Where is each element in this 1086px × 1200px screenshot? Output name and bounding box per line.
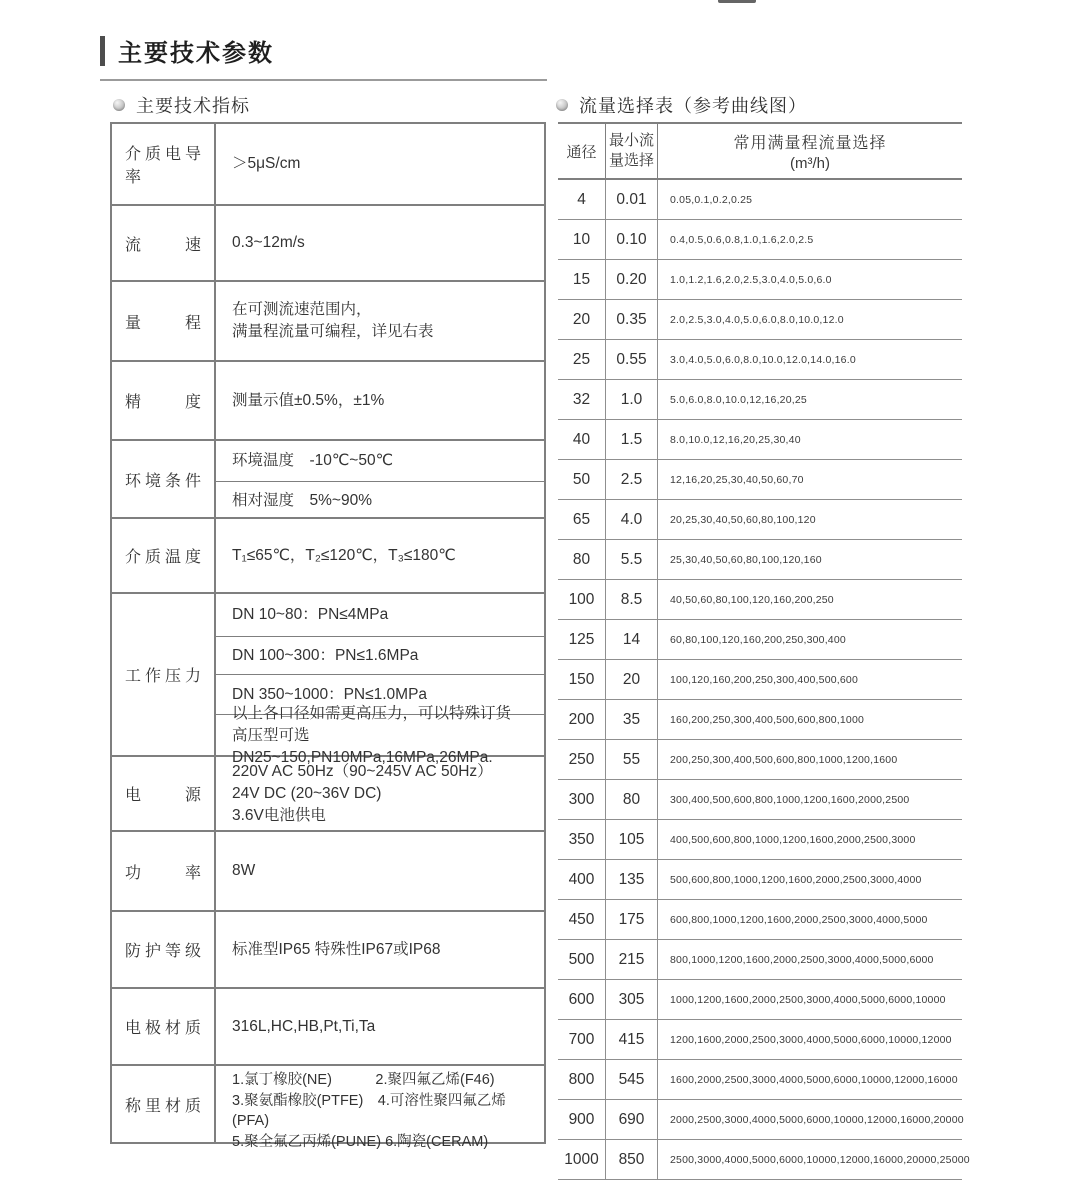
flow-values-cell: 0.4,0.5,0.6,0.8,1.0,1.6,2.0,2.5: [670, 233, 814, 246]
flow-min-cell: 0.55: [605, 340, 658, 379]
spec-value-line: 标准型IP65 特殊性IP67或IP68: [232, 940, 441, 958]
spec-value-line: ＞5μS/cm: [232, 155, 301, 172]
flow-values-cell: 5.0,6.0,8.0,10.0,12,16,20,25: [670, 393, 807, 406]
spec-value-line: T₁≤65℃，T₂≤120℃，T₃≤180℃: [232, 546, 456, 564]
spec-row-label: 精度: [112, 362, 216, 439]
spec-row: [112, 987, 544, 1064]
spec-row-label: 电极材质: [112, 989, 216, 1064]
spec-row-values: [216, 362, 544, 439]
spec-row-values: [216, 206, 544, 280]
flow-dn-cell: 100: [568, 590, 595, 608]
spec-row-label: 介质电导率: [112, 124, 216, 204]
flow-values-cell: 1200,1600,2000,2500,3000,4000,5000,6000,10000,12000: [670, 1033, 952, 1046]
flow-table-row: [558, 700, 962, 740]
spec-value-cell: [216, 282, 544, 360]
spec-table: [110, 122, 546, 1150]
flow-min-cell: 0.20: [605, 260, 658, 299]
spec-value-line: 相对湿度 5%~90%: [232, 491, 372, 509]
flow-min-cell: 4.0: [605, 500, 658, 539]
flow-table-row: [558, 180, 962, 220]
flow-header-unit: (m³/h): [790, 155, 830, 172]
spec-row: [112, 439, 544, 517]
flow-values-cell: 12,16,20,25,30,40,50,60,70: [670, 473, 804, 486]
spec-row: [112, 830, 544, 910]
flow-values-cell: 25,30,40,50,60,80,100,120,160: [670, 553, 822, 566]
spec-row-label: 量程: [112, 282, 216, 360]
spec-row: [112, 204, 544, 280]
flow-dn-cell: 500: [568, 950, 595, 968]
spec-row-values: [216, 1066, 544, 1150]
flow-table-row: [558, 540, 962, 580]
spec-row-values: [216, 912, 544, 987]
flow-dn-cell: 40: [572, 430, 591, 448]
spec-row-values: [216, 441, 544, 517]
flow-min-cell: 1.5: [605, 420, 658, 459]
flow-min-cell: 0.01: [605, 180, 658, 219]
flow-min-cell: 35: [605, 700, 658, 739]
spec-value-cell: [216, 124, 544, 204]
flow-table-row: [558, 900, 962, 940]
bullet-icon: [113, 99, 125, 111]
flow-table-row: [558, 780, 962, 820]
spec-row-values: [216, 757, 544, 830]
flow-values-cell: 100,120,160,200,250,300,400,500,600: [670, 673, 859, 686]
spec-row-label: 称里材质: [112, 1066, 216, 1142]
spec-row-values: [216, 989, 544, 1064]
flow-table-row: [558, 380, 962, 420]
right-subtitle-label: 流量选择表（参考曲线图）: [579, 96, 807, 116]
flow-table-row: [558, 580, 962, 620]
spec-value-cell: [216, 636, 544, 674]
spec-value-line: 满量程流量可编程，详见右表: [232, 323, 434, 340]
spec-value-line: 1.氯丁橡胶(NE) 2.聚四氟乙烯(F46): [232, 1072, 495, 1088]
flow-dn-cell: 80: [572, 550, 591, 568]
flow-dn-cell: 32: [572, 390, 591, 408]
flow-dn-cell: 65: [572, 510, 591, 528]
flow-dn-cell: 700: [568, 1030, 595, 1048]
title-accent-bar: [100, 36, 105, 66]
spec-value-cell: [216, 441, 544, 481]
spec-value-line: 在可测流速范围内，: [232, 301, 372, 318]
spec-value-line: 环境温度 -10℃~50℃: [232, 452, 394, 469]
flow-dn-cell: 25: [572, 350, 591, 368]
spec-row-values: [216, 124, 544, 204]
spec-row: [112, 910, 544, 987]
flow-header-min-flow: 最小流量选择: [605, 124, 658, 178]
flow-values-cell: 1600,2000,2500,3000,4000,5000,6000,10000,12000,16000: [670, 1073, 958, 1086]
flow-dn-cell: 400: [568, 870, 595, 888]
flow-dn-cell: 20: [572, 310, 591, 328]
spec-row-label: 流速: [112, 206, 216, 280]
spec-row-label: 电源: [112, 757, 216, 830]
flow-dn-cell: 4: [577, 190, 586, 208]
flow-header-dn: 通径: [566, 143, 597, 161]
flow-values-cell: 600,800,1000,1200,1600,2000,2500,3000,4000,5000: [670, 913, 928, 926]
flow-min-cell: 105: [605, 820, 658, 859]
flow-table-row: [558, 940, 962, 980]
flow-table-row: [558, 300, 962, 340]
left-subtitle: [113, 92, 250, 118]
spec-row-label: 功率: [112, 832, 216, 910]
flow-dn-cell: 900: [568, 1110, 595, 1128]
flow-values-cell: 500,600,800,1000,1200,1600,2000,2500,3000,4000: [670, 873, 922, 886]
spec-value-line: 0.3~12m/s: [232, 234, 305, 251]
flow-values-cell: 800,1000,1200,1600,2000,2500,3000,4000,5000,6000: [670, 953, 934, 966]
flow-table-row: [558, 340, 962, 380]
flow-values-cell: 160,200,250,300,400,500,600,800,1000: [670, 713, 865, 726]
flow-table-row: [558, 1060, 962, 1100]
flow-table-row: [558, 1020, 962, 1060]
flow-table-row: [558, 1100, 962, 1140]
flow-dn-cell: 200: [568, 710, 595, 728]
spec-value-cell: [216, 481, 544, 519]
flow-dn-cell: 50: [572, 470, 591, 488]
flow-table-row: [558, 660, 962, 700]
flow-header-full-scale-label: 常用满量程流量选择: [733, 135, 887, 152]
section-header: [100, 33, 547, 81]
flow-table-row: [558, 980, 962, 1020]
flow-min-cell: 14: [605, 620, 658, 659]
left-subtitle-label: 主要技术指标: [136, 96, 250, 116]
flow-table-row: [558, 500, 962, 540]
bullet-icon: [556, 99, 568, 111]
flow-min-cell: 175: [605, 900, 658, 939]
spec-value-cell: [216, 989, 544, 1064]
flow-values-cell: 1000,1200,1600,2000,2500,3000,4000,5000,6000,10000: [670, 993, 946, 1006]
flow-table-row: [558, 620, 962, 660]
spec-row: [112, 592, 544, 766]
spec-value-line: DN 10~80：PN≤4MPa: [232, 606, 389, 623]
flow-min-cell: 0.10: [605, 220, 658, 259]
flow-dn-cell: 15: [572, 270, 591, 288]
flow-table-row: [558, 260, 962, 300]
flow-dn-cell: 10: [572, 230, 591, 248]
flow-values-cell: 2.0,2.5,3.0,4.0,5.0,6.0,8.0,10.0,12.0: [670, 313, 844, 326]
flow-min-cell: 135: [605, 860, 658, 899]
flow-dn-cell: 250: [568, 750, 595, 768]
spec-row-label: 防护等级: [112, 912, 216, 987]
flow-table: [558, 122, 970, 1180]
flow-values-cell: 2500,3000,4000,5000,6000,10000,12000,16000,20000,25000: [670, 1153, 970, 1166]
spec-row-values: [216, 832, 544, 910]
spec-value-cell: [216, 832, 544, 910]
flow-min-cell: 850: [605, 1140, 658, 1179]
spec-value-cell: [216, 757, 544, 831]
spec-row-label: 介质温度: [112, 519, 216, 592]
spec-row: [112, 755, 544, 830]
spec-row-label: 工作压力: [112, 594, 216, 755]
spec-value-line: 高压型可选DN25~150,PN10MPa,16MPa,26MPa.: [232, 727, 493, 766]
flow-min-cell: 690: [605, 1100, 658, 1139]
flow-values-cell: 40,50,60,80,100,120,160,200,250: [670, 593, 834, 606]
flow-table-header: [558, 122, 962, 180]
flow-values-cell: 1.0,1.2,1.6,2.0,2.5,3.0,4.0,5.0,6.0: [670, 273, 832, 286]
flow-min-cell: 545: [605, 1060, 658, 1099]
spec-row-values: [216, 282, 544, 360]
spec-value-line: 3.6V电池供电: [232, 807, 326, 824]
flow-table-row: [558, 740, 962, 780]
spec-value-cell: [216, 912, 544, 987]
flow-min-cell: 415: [605, 1020, 658, 1059]
spec-value-cell: [216, 594, 544, 636]
flow-dn-cell: 150: [568, 670, 595, 688]
spec-row-label: 环境条件: [112, 441, 216, 517]
spec-value-cell: [216, 519, 544, 592]
spec-value-cell: [216, 206, 544, 280]
flow-min-cell: 55: [605, 740, 658, 779]
flow-values-cell: 8.0,10.0,12,16,20,25,30,40: [670, 433, 801, 446]
spec-row-values: [216, 519, 544, 592]
flow-table-row: [558, 460, 962, 500]
spec-value-line: DN 100~300：PN≤1.6MPa: [232, 646, 419, 664]
flow-values-cell: 60,80,100,120,160,200,250,300,400: [670, 633, 846, 646]
right-subtitle: [556, 92, 807, 118]
flow-dn-cell: 600: [568, 990, 595, 1008]
flow-min-cell: 0.35: [605, 300, 658, 339]
spec-value-line: DN 350~1000：PN≤1.0MPa: [232, 685, 428, 703]
flow-min-cell: 305: [605, 980, 658, 1019]
flow-header-full-scale: [658, 124, 962, 178]
spec-value-line: 220V AC 50Hz（90~245V AC 50Hz）: [232, 763, 493, 780]
flow-values-cell: 400,500,600,800,1000,1200,1600,2000,2500,3000: [670, 833, 916, 846]
page-top-mark: [718, 0, 756, 3]
flow-values-cell: 20,25,30,40,50,60,80,100,120: [670, 513, 816, 526]
spec-value-line: 316L,HC,HB,Pt,Ti,Ta: [232, 1017, 376, 1035]
flow-min-cell: 80: [605, 780, 658, 819]
spec-value-line: 以上各口径如需更高压力，可以特殊订货: [232, 705, 512, 722]
spec-value-cell: [216, 1066, 544, 1156]
flow-table-row: [558, 860, 962, 900]
spec-row: [112, 360, 544, 439]
spec-value-line: 8W: [232, 862, 256, 879]
flow-min-cell: 8.5: [605, 580, 658, 619]
flow-table-row: [558, 220, 962, 260]
flow-values-cell: 3.0,4.0,5.0,6.0,8.0,10.0,12.0,14.0,16.0: [670, 353, 856, 366]
spec-value-line: 测量示值±0.5%，±1%: [232, 391, 385, 409]
spec-row: [112, 124, 544, 204]
flow-dn-cell: 450: [568, 910, 595, 928]
flow-dn-cell: 300: [568, 790, 595, 808]
flow-values-cell: 300,400,500,600,800,1000,1200,1600,2000,2500: [670, 793, 910, 806]
flow-values-cell: 200,250,300,400,500,600,800,1000,1200,1600: [670, 753, 898, 766]
spec-value-line: 3.聚氨酯橡胶(PTFE) 4.可溶性聚四氟乙烯(PFA): [232, 1092, 506, 1130]
flow-min-cell: 5.5: [605, 540, 658, 579]
spec-row: [112, 1064, 544, 1150]
flow-values-cell: 0.05,0.1,0.2,0.25: [670, 193, 753, 206]
spec-value-cell: [216, 362, 544, 439]
spec-row: [112, 517, 544, 592]
section-title: 主要技术参数: [118, 40, 274, 67]
flow-min-cell: 2.5: [605, 460, 658, 499]
spec-row: [112, 280, 544, 360]
spec-value-cell: [216, 705, 544, 766]
flow-dn-cell: 350: [568, 830, 595, 848]
flow-min-cell: 215: [605, 940, 658, 979]
flow-table-row: [558, 420, 962, 460]
flow-values-cell: 2000,2500,3000,4000,5000,6000,10000,12000,16000,20000: [670, 1113, 964, 1126]
flow-min-cell: 1.0: [605, 380, 658, 419]
flow-dn-cell: 1000: [564, 1150, 599, 1168]
flow-dn-cell: 125: [568, 630, 595, 648]
flow-table-row: [558, 820, 962, 860]
spec-row-values: [216, 594, 544, 766]
spec-value-line: 24V DC (20~36V DC): [232, 785, 382, 802]
flow-dn-cell: 800: [568, 1070, 595, 1088]
flow-table-row: [558, 1140, 970, 1180]
spec-value-line: 5.聚全氟乙丙烯(PUNE) 6.陶瓷(CERAM): [232, 1133, 489, 1150]
flow-table-body: [558, 180, 970, 1180]
flow-min-cell: 20: [605, 660, 658, 699]
